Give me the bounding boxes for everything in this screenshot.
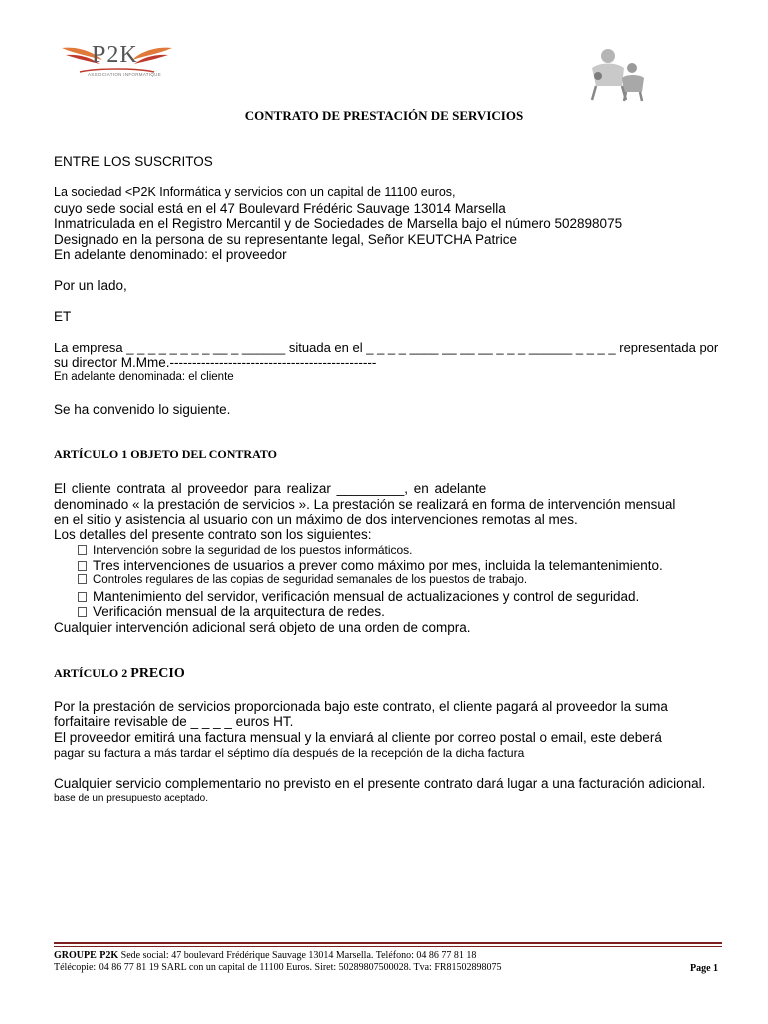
client-line-2: su director M.Mme.----------------------------------------------: [54, 355, 377, 370]
footer-company: GROUPE P2K: [54, 950, 119, 961]
provider-line-4: Designado en la persona de su representante legal, Señor KEUTCHA Patrice: [54, 232, 518, 247]
document-title: CONTRATO DE PRESTACIÓN DE SERVICIOS: [244, 108, 524, 123]
list-item-text: Verificación mensual de la arquitectura de redes.: [93, 604, 385, 619]
article1-intro-2: denominado « la prestación de servicios ». La prestación se realizará en forma de intervención mensual: [54, 497, 676, 512]
provider-line-1: La sociedad <P2K Informática y servicios con un capital de 11100 euros,: [54, 185, 456, 199]
article1-heading: ARTÍCULO 1 OBJETO DEL CONTRATO: [54, 447, 277, 461]
provider-line-3: Inmatriculada en el Registro Mercantil y de Sociedades de Marsella bajo el número 502898075: [54, 216, 623, 231]
article2-line-3: El proveedor emitirá una factura mensual y la enviará al cliente por correo postal o email, este deberá: [54, 730, 662, 745]
list-item-text: Controles regulares de las copias de seguridad semanales de los puestos de trabajo.: [93, 574, 528, 586]
people-icon: [582, 46, 652, 102]
article2-line-4: pagar su factura a más tardar el séptimo día después de la recepción de la dicha factura: [54, 746, 525, 760]
company-logo: [58, 38, 176, 86]
article2-line-1: Por la prestación de servicios proporcionada bajo este contrato, el cliente pagará al proveedor la suma: [54, 699, 668, 714]
client-line-1: La empresa _ _ _ _ _ _ _ _ __ _ ______ situada en el _ _ _ _ ____ __ __ __ _ _ _ ______ _ _ _ _ representada por: [54, 340, 719, 355]
checkbox-icon: [78, 545, 87, 555]
list-item: [78, 543, 413, 557]
article2-heading-prefix: ARTÍCULO 2: [54, 666, 131, 680]
logo-text: P2K: [92, 42, 138, 68]
parties-heading: ENTRE LOS SUSCRITOS: [54, 154, 213, 169]
provider-line-5: En adelante denominado: el proveedor: [54, 247, 287, 262]
list-item: [78, 558, 663, 573]
checkbox-icon: [78, 574, 87, 584]
list-item: [78, 589, 639, 604]
article2-line-5: Cualquier servicio complementario no previsto en el presente contrato dará lugar a una facturación adicional.: [54, 776, 706, 791]
article2-line-6: base de un presupuesto aceptado.: [54, 793, 209, 804]
article1-intro-3: en el sitio y asistencia al usuario con un máximo de dos intervenciones remotas al mes.: [54, 512, 578, 527]
logo-tagline: ASSOCIATION INFORMATIQUE: [88, 72, 162, 77]
article1-intro-1: El cliente contrata al proveedor para realizar _________, en adelante: [54, 481, 487, 496]
checkbox-icon: [78, 607, 87, 617]
provider-line-2: cuyo sede social está en el 47 Boulevard Frédéric Sauvage 13014 Marsella: [54, 201, 506, 216]
footer-line-1: [54, 950, 476, 961]
agreed-line: Se ha convenido lo siguiente.: [54, 402, 231, 417]
list-item: [78, 574, 527, 586]
page-number: Page 1: [690, 963, 719, 974]
footer-rule-thin: [54, 946, 722, 947]
article2-line-2: forfaitaire revisable de _ _ _ _ euros HT.: [54, 714, 294, 729]
checkbox-icon: [78, 592, 87, 602]
por-un-lado: Por un lado,: [54, 278, 127, 293]
footer-address: Sede social: 47 boulevard Frédérique Sauvage 13014 Marsella. Teléfono: 04 86 77 81 18: [118, 950, 477, 961]
article2-heading-word: PRECIO: [130, 666, 185, 681]
list-item-text: Intervención sobre la seguridad de los puestos informáticos.: [93, 543, 413, 557]
list-item-text: Mantenimiento del servidor, verificación mensual de actualizaciones y control de seguridad.: [93, 589, 640, 604]
footer-rule: [54, 942, 722, 944]
et-label: ET: [54, 309, 72, 324]
article1-details-lead: Los detalles del presente contrato son los siguientes:: [54, 527, 372, 542]
list-item-text: Tres intervenciones de usuarios a prever como máximo por mes, incluida la telemantenimiento.: [93, 558, 663, 573]
client-line-3: En adelante denominada: el cliente: [54, 371, 234, 383]
checkbox-icon: [78, 561, 87, 571]
footer-line-2: Télécopie: 04 86 77 81 19 SARL con un capital de 11100 Euros. Siret: 50289807500028. Tva: FR81502898075: [54, 962, 502, 973]
list-item: [78, 604, 385, 619]
people-illustration: [582, 46, 652, 102]
article2-heading: [54, 664, 185, 682]
article1-closing: Cualquier intervención adicional será objeto de una orden de compra.: [54, 620, 471, 635]
